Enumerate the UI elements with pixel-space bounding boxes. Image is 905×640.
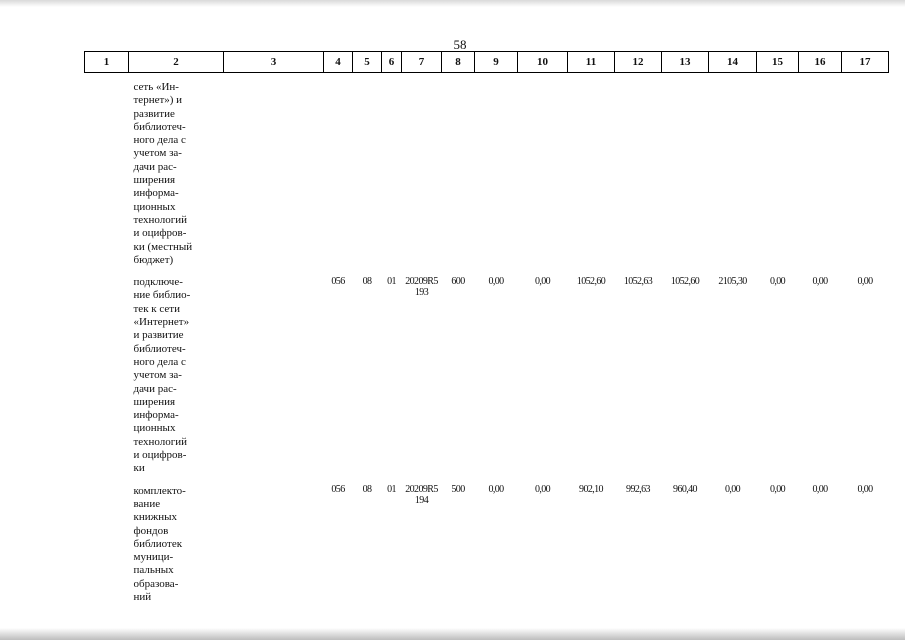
- cell-col-9: [475, 73, 518, 268]
- description-line: книжных: [133, 511, 177, 524]
- description-line: пальных: [133, 564, 174, 577]
- cell-col-7: [402, 73, 442, 268]
- cell-col-3: [224, 267, 324, 475]
- cell-col-8: [442, 73, 475, 268]
- column-header-10: 10: [518, 52, 568, 73]
- description-line: ки (местный: [133, 240, 193, 253]
- description-line: ние библио-: [133, 289, 191, 302]
- description-line: «Интернет»: [133, 316, 190, 329]
- description-line: вание: [133, 497, 161, 510]
- cell-col-12: 992,63: [626, 483, 650, 495]
- cell-col-13: 1052,60: [670, 276, 700, 288]
- column-header-15: 15: [757, 52, 799, 73]
- cell-col-17: 0,00: [857, 483, 873, 495]
- cell-expense-type: 600: [451, 276, 465, 288]
- target-code-line: 193: [414, 287, 429, 299]
- description-line: библиотек: [133, 537, 183, 550]
- cell-col-15: 0,00: [769, 276, 786, 288]
- page-number: 58: [453, 37, 467, 52]
- cell-col-10: [518, 73, 568, 268]
- description-line: библиотеч-: [133, 120, 186, 133]
- description-line: технологий: [133, 435, 188, 448]
- column-header-12: 12: [615, 52, 662, 73]
- budget-table-container: [84, 51, 873, 604]
- column-header-13: 13: [662, 52, 709, 73]
- cell-col-11: 1052,60: [576, 276, 606, 288]
- cell-col-9: 0,00: [488, 276, 504, 288]
- cell-col-1: [85, 267, 129, 475]
- cell-col-10: 0,00: [534, 276, 551, 288]
- description-line: бюджет): [133, 253, 174, 266]
- description-line: и оцифров-: [133, 449, 187, 462]
- cell-col-14: 0,00: [724, 483, 741, 495]
- target-code-line: 194: [414, 494, 429, 506]
- cell-col-17: 0,00: [857, 276, 873, 288]
- cell-col-12: 1052,63: [623, 276, 653, 288]
- table-row: [85, 267, 889, 475]
- cell-col-3: [224, 73, 324, 268]
- description-line: ширения: [133, 395, 176, 408]
- description-line: тек к сети: [133, 302, 180, 315]
- description-line: учетом за-: [133, 369, 182, 382]
- cell-col-15: 0,00: [769, 483, 786, 495]
- cell-col-14: 2105,30: [718, 276, 747, 288]
- description-line: информа-: [133, 409, 179, 422]
- target-code-line: 20209R5: [405, 276, 438, 288]
- column-header-11: 11: [568, 52, 615, 73]
- column-header-3: 3: [224, 52, 324, 73]
- cell-col-4: [324, 73, 353, 268]
- description-line: и оцифров-: [133, 227, 187, 240]
- cell-col-17: [842, 73, 889, 268]
- description-line: ного дела с: [133, 355, 186, 368]
- cell-col-11: [568, 73, 615, 268]
- budget-table: [84, 51, 889, 604]
- column-header-9: 9: [475, 52, 518, 73]
- cell-col-9: 0,00: [488, 483, 504, 495]
- description-line: технологий: [133, 213, 188, 226]
- cell-expense-type: 500: [451, 483, 465, 495]
- cell-chapter-code: 056: [331, 276, 345, 288]
- cell-col-6: [382, 73, 402, 268]
- table-row: [85, 73, 889, 268]
- cell-col-13: [662, 73, 709, 268]
- cell-col-16: [799, 73, 842, 268]
- cell-subsection-code: 01: [387, 483, 396, 495]
- column-header-16: 16: [799, 52, 842, 73]
- scan-edge-top: [0, 0, 905, 7]
- cell-col-1: [85, 73, 129, 268]
- column-header-1: 1: [85, 52, 129, 73]
- cell-col-16: 0,00: [812, 276, 828, 288]
- table-row: [85, 476, 889, 605]
- target-code-line: 20209R5: [405, 483, 438, 495]
- column-header-14: 14: [709, 52, 757, 73]
- cell-col-13: 960,40: [673, 483, 697, 495]
- description-line: дачи рас-: [133, 382, 177, 395]
- column-header-7: 7: [402, 52, 442, 73]
- cell-description: [129, 267, 224, 475]
- cell-col-12: [615, 73, 662, 268]
- cell-col-16: 0,00: [812, 483, 828, 495]
- cell-col-1: [85, 476, 129, 605]
- column-header-17: 17: [842, 52, 889, 73]
- description-line: ний: [133, 590, 152, 603]
- cell-col-3: [224, 476, 324, 605]
- cell-col-14: [709, 73, 757, 268]
- header-row: [85, 52, 889, 73]
- column-header-4: 4: [324, 52, 353, 73]
- cell-col-5: [353, 73, 382, 268]
- description-line: учетом за-: [133, 147, 182, 160]
- cell-section-code: 08: [362, 276, 372, 288]
- column-header-5: 5: [353, 52, 382, 73]
- description-line: библиотеч-: [133, 342, 186, 355]
- cell-subsection-code: 01: [387, 276, 396, 288]
- description-line: муници-: [133, 551, 174, 564]
- cell-target-code: [402, 476, 442, 605]
- cell-target-code: [402, 267, 442, 475]
- cell-col-11: 902,10: [579, 483, 603, 495]
- description-line: ки: [133, 462, 145, 475]
- description-line: информа-: [133, 187, 179, 200]
- cell-col-10: 0,00: [534, 483, 551, 495]
- description-line: ширения: [133, 174, 176, 187]
- description-line: тернет») и: [133, 94, 183, 107]
- scan-edge-bottom: [0, 628, 905, 640]
- description-line: подключе-: [133, 276, 183, 289]
- column-header-2: 2: [129, 52, 224, 73]
- description-line: дачи рас-: [133, 160, 177, 173]
- description-line: и развитие: [133, 329, 184, 342]
- description-line: сеть «Ин-: [133, 81, 179, 93]
- cell-description: [129, 73, 224, 268]
- column-header-8: 8: [442, 52, 475, 73]
- description-line: развитие: [133, 107, 175, 120]
- cell-description: [129, 476, 224, 605]
- description-line: комплекто-: [133, 484, 186, 497]
- cell-section-code: 08: [362, 483, 372, 495]
- description-line: образова-: [133, 577, 179, 590]
- description-line: ного дела с: [133, 134, 186, 147]
- cell-chapter-code: 056: [331, 483, 345, 495]
- cell-col-15: [757, 73, 799, 268]
- description-line: ционных: [133, 422, 176, 435]
- description-line: фондов: [133, 524, 169, 537]
- column-header-6: 6: [382, 52, 402, 73]
- description-line: ционных: [133, 200, 176, 213]
